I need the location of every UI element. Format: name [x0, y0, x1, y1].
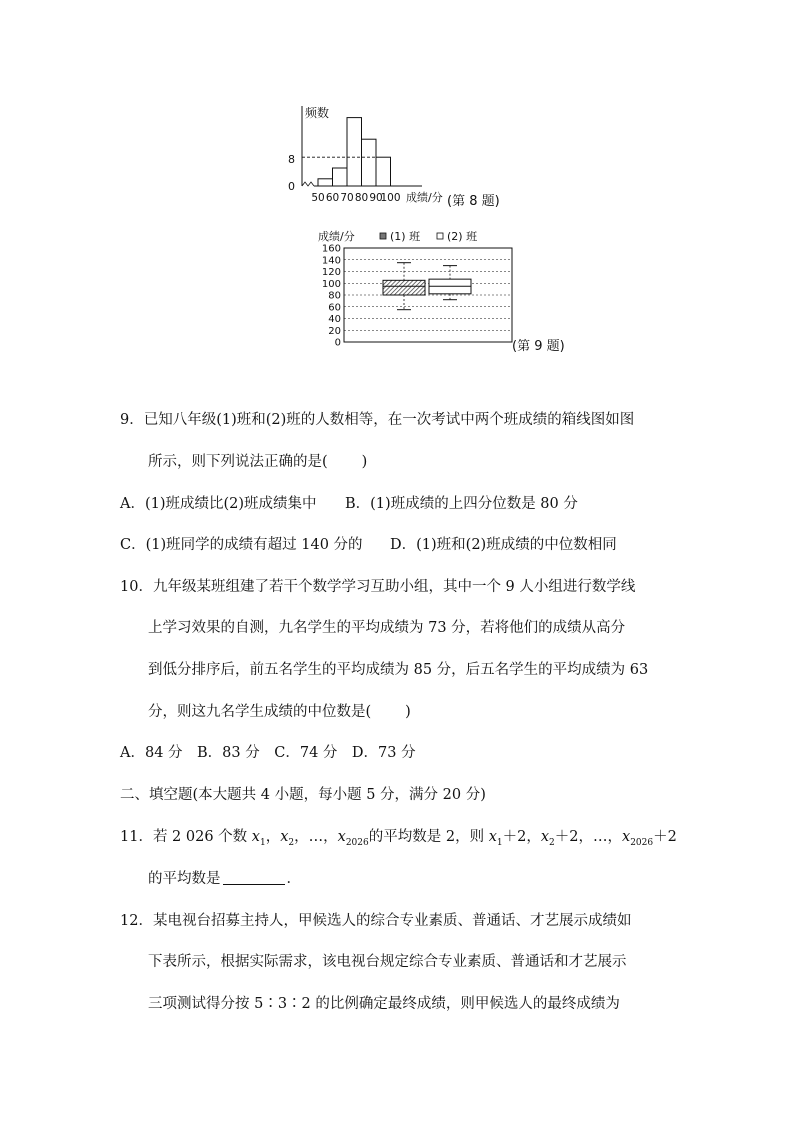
y-tick-label: 160	[321, 243, 341, 255]
axis-break	[302, 182, 314, 186]
q12-stem-line2: 下表所示，根据实际需求，该电视台规定综合专业素质、普通话和才艺展示	[148, 954, 627, 970]
y-tick-label: 40	[328, 314, 341, 325]
boxplot-chart	[322, 244, 512, 349]
q11-text-b: 的平均数是 2，则	[368, 829, 489, 845]
histogram-bar	[376, 157, 391, 186]
y-tick-label: 20	[328, 325, 341, 337]
q11-answer-blank	[223, 870, 285, 885]
histogram-origin-label: 0	[288, 180, 295, 193]
q9-option-d: D．(1)班和(2)班成绩的中位数相同	[390, 537, 617, 553]
boxplot-figure-q9	[310, 226, 570, 351]
x-tick-label: 100	[380, 192, 401, 204]
q9-option-c: C．(1)班同学的成绩有超过 140 分的	[120, 537, 363, 553]
q10-stem-line4	[148, 702, 411, 722]
x-tick-label: 90	[369, 192, 383, 204]
y-tick-label: 120	[321, 267, 341, 278]
legend-label-class2: (2) 班	[447, 230, 478, 243]
q10-stem-text: 分，则这九名学生成绩的中位数是(	[148, 704, 372, 720]
q11-stem-line2	[148, 869, 301, 889]
q9-option-a: A．(1)班成绩比(2)班成绩集中	[120, 496, 317, 512]
q11-stem-line1: 11．若 2 026 个数 $x_1$，$x_2$，…，$x_{2026}$的平均数是 2，则 $x_1+2$，$x_2+2$，…，$x_{2026}+2$	[120, 829, 677, 848]
y-tick-label: 80	[328, 290, 341, 302]
q11-text-c: 的平均数是	[148, 871, 221, 887]
q11-formula-shifted: x	[488, 829, 497, 845]
q12-stem-line1: 12．某电视台招募主持人，甲候选人的综合专业素质、普通话、才艺展示成绩如	[120, 913, 632, 929]
q9-paren-close: )	[361, 454, 368, 470]
histogram-xlabel: 成绩/分	[406, 191, 443, 204]
legend-swatch-class1	[380, 233, 386, 239]
x-tick-label: 50	[311, 192, 325, 204]
histogram-ref-label: 8	[288, 153, 295, 166]
q10-paren-close: )	[405, 704, 411, 720]
histogram-ylabel: 频数	[305, 106, 330, 120]
q9-stem-line1: 9．已知八年级(1)班和(2)班的人数相等，在一次考试中两个班成绩的箱线图如图	[120, 412, 635, 428]
boxplot-ylabel: 成绩/分	[318, 230, 355, 243]
x-tick-label: 80	[354, 192, 369, 204]
legend-label-class1: (1) 班	[390, 230, 421, 243]
y-tick-label: 0	[334, 337, 341, 349]
q10-stem-line3: 到低分排序后，前五名学生的平均成绩为 85 分，后五名学生的平均成绩为 63	[148, 662, 649, 678]
figure9-caption: (第 9 题)	[512, 339, 565, 354]
figure8-caption: (第 8 题)	[447, 194, 500, 209]
histogram-bar	[333, 168, 348, 186]
q12-stem-line3: 三项测试得分按 5∶3∶2 的比例确定最终成绩，则甲候选人的最终成绩为	[148, 996, 620, 1012]
x-tick-label: 70	[340, 192, 354, 204]
histogram-chart	[302, 106, 422, 204]
q9-option-b: B．(1)班成绩的上四分位数是 80 分	[345, 496, 578, 512]
q11-formula-seq: x	[251, 829, 260, 845]
q11-period: ．	[286, 871, 301, 887]
q9-stem-text: 所示，则下列说法正确的是(	[148, 454, 328, 470]
q10-stem-line2: 上学习效果的自测，九名学生的平均成绩为 73 分，若将他们的成绩从高分	[148, 620, 626, 636]
q10-stem-line1: 10．九年级某班组建了若干个数学学习互助小组，其中一个 9 人小组进行数学线	[120, 579, 636, 595]
y-tick-label: 140	[321, 255, 341, 267]
legend-swatch-class2	[437, 233, 443, 239]
box-class1	[383, 280, 425, 295]
y-tick-label: 100	[321, 278, 341, 290]
section-heading: 二、填空题(本大题共 4 小题，每小题 5 分，满分 20 分)	[120, 787, 486, 803]
q11-text-a: 11．若 2 026 个数	[120, 829, 252, 845]
q10-options: A．84 分 B．83 分 C．74 分 D．73 分	[120, 745, 416, 761]
y-tick-label: 60	[328, 302, 341, 314]
q9-stem-line2	[148, 452, 367, 472]
histogram-bar	[362, 139, 377, 186]
x-tick-label: 60	[325, 192, 340, 204]
histogram-bar	[318, 179, 333, 186]
histogram-bar	[347, 118, 362, 186]
